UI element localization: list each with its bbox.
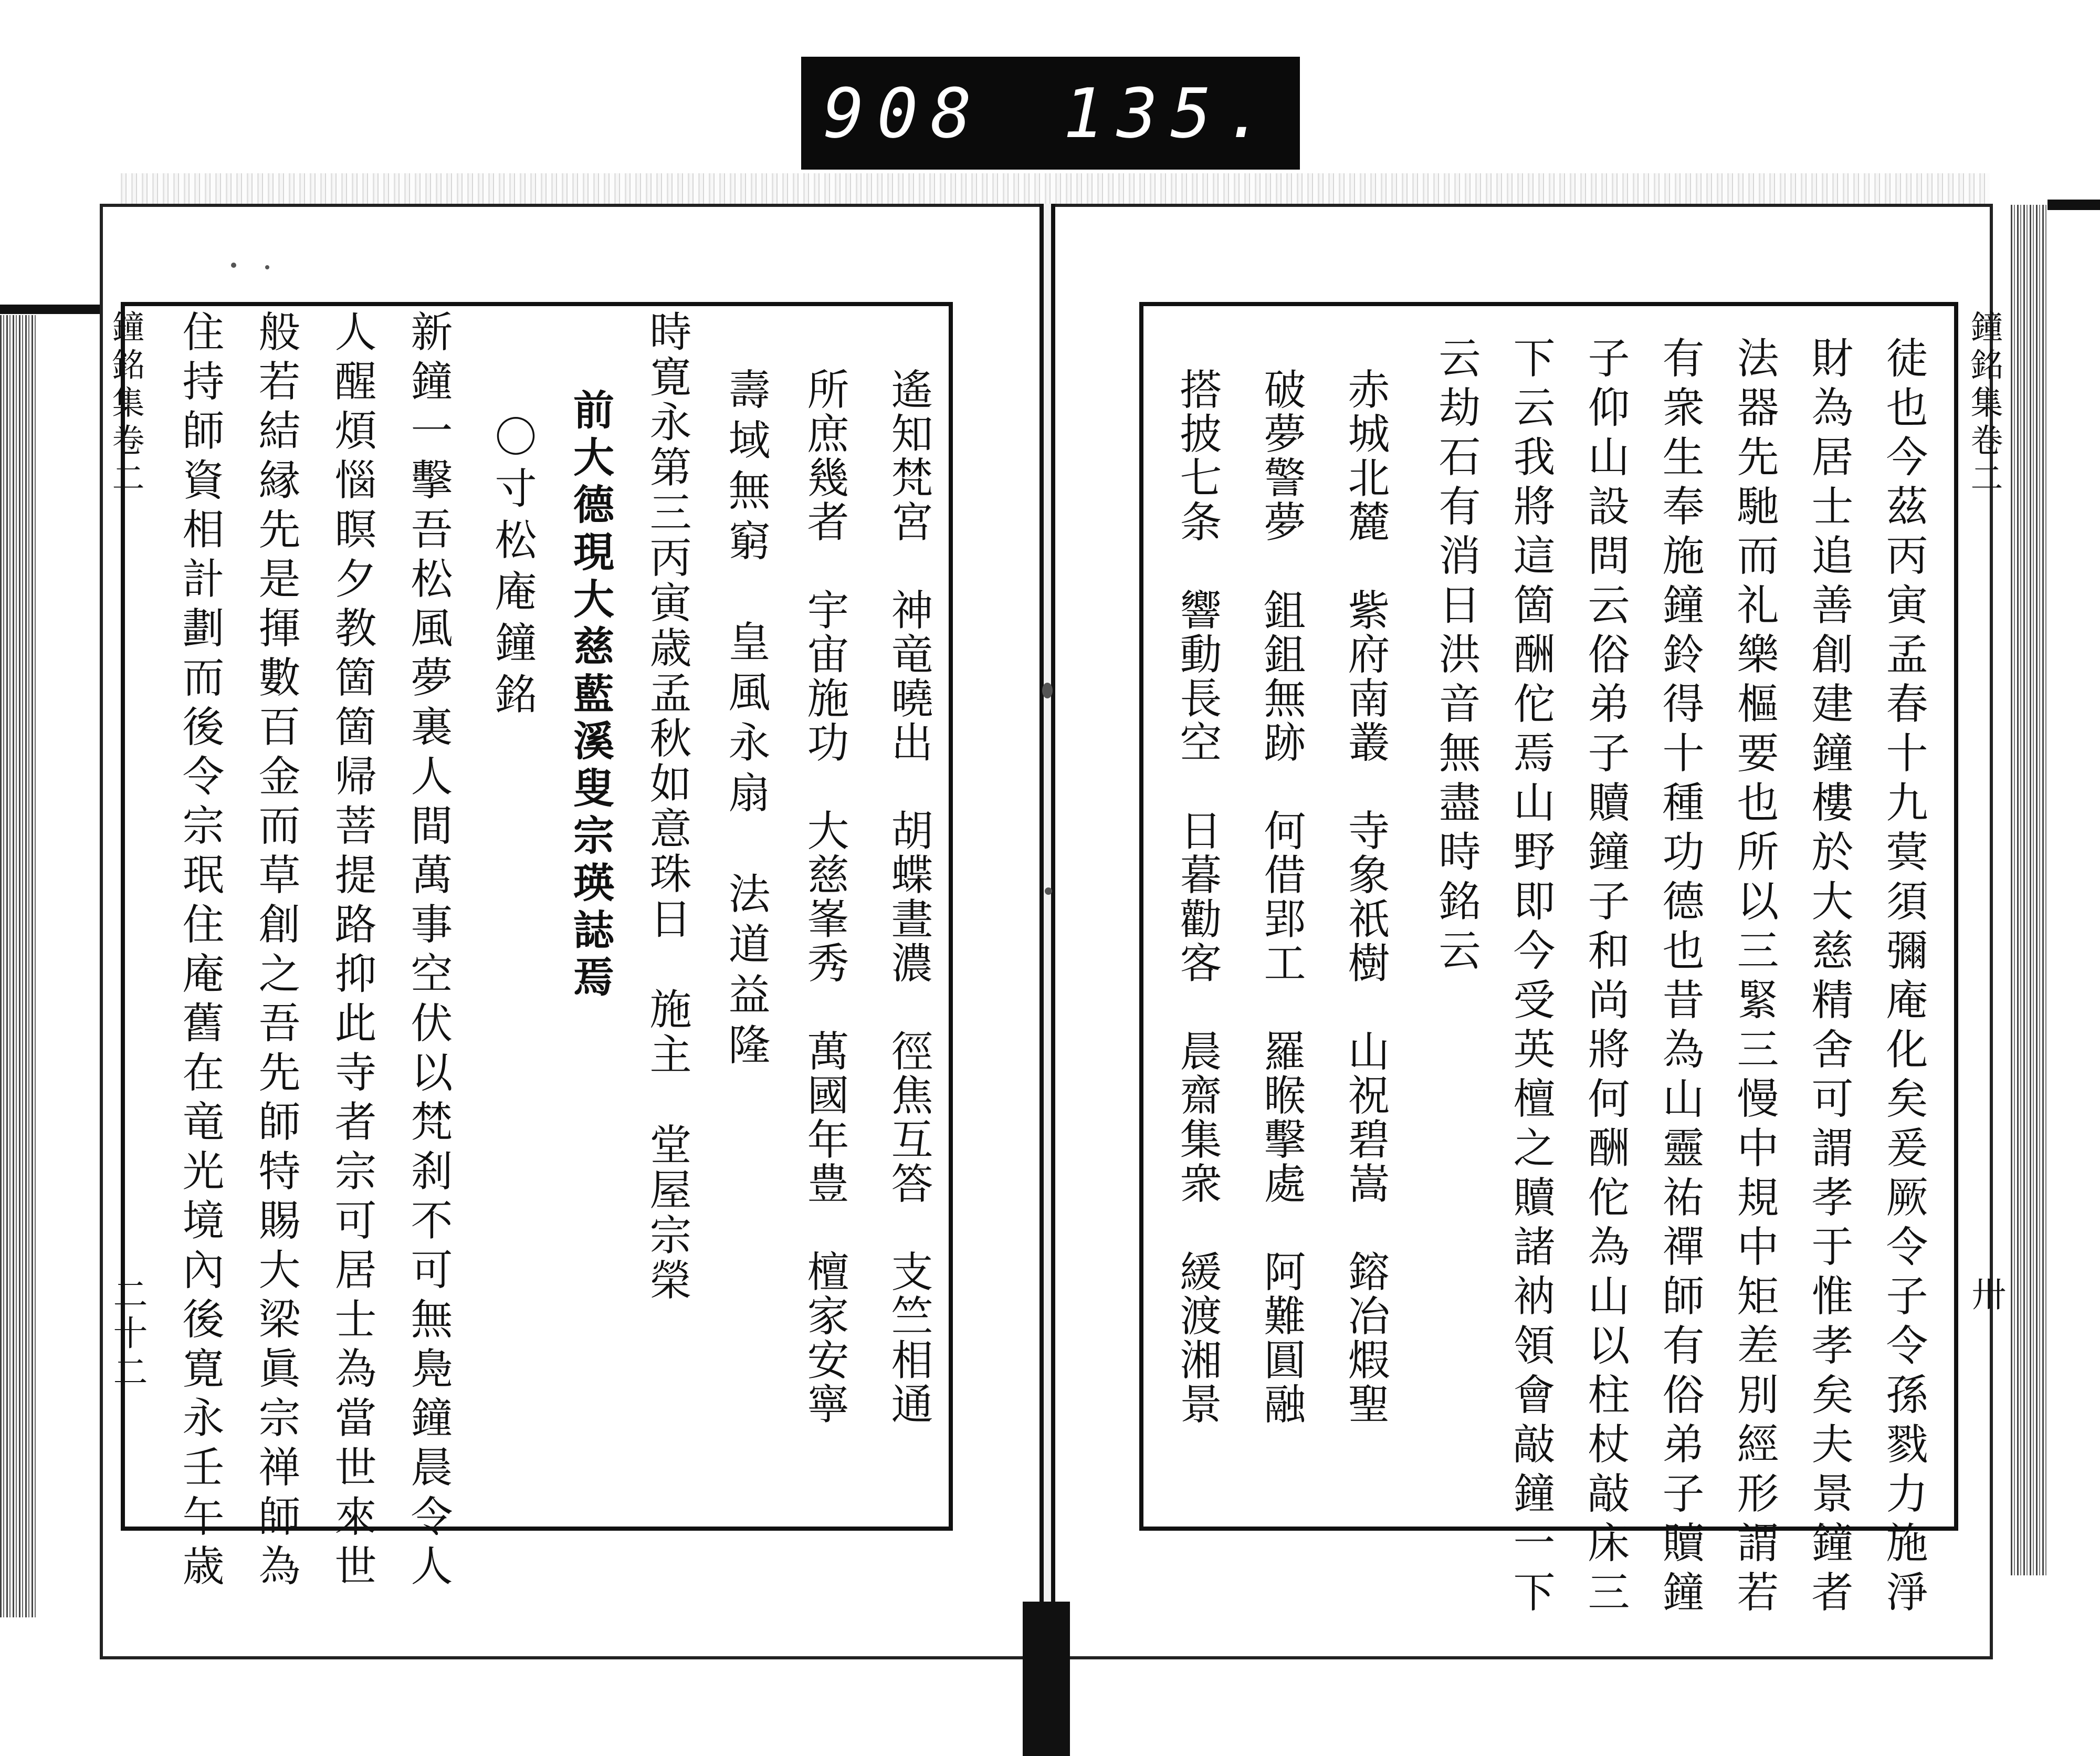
scan-speck	[1042, 683, 1053, 698]
right-text-column-7: 云劫石有消日洪音無盡時銘云	[1432, 336, 1480, 978]
left-text-column-2: 人醒煩惱瞑夕教箇箇帰菩提路抑此寺者宗可居士為當世來世	[328, 310, 376, 1593]
catalog-stamp	[801, 57, 1300, 170]
scan-speck	[265, 265, 269, 269]
left-date-column: 時寛永第三丙寅歳孟秋如意珠日 施主 堂屋宗榮	[643, 310, 691, 1303]
right-text-column-4: 有衆生奉施鐘鈴得十種功德也昔為山靈祐禪師有俗弟子贖鐘	[1655, 336, 1704, 1619]
left-section-title: 〇寸松庵鐘銘	[488, 415, 537, 724]
left-verse-column-2: 所庶幾者 宇宙施功 大慈峯秀 萬國年豊 檀家安寧	[800, 368, 849, 1426]
right-text-column-5: 子仰山設問云俗弟子贖鐘子和尚將何酬佗為山以柱杖敲床三	[1581, 336, 1630, 1619]
right-verse-column-1: 赤城北麓 紫府南叢 寺象祇樹 山祝碧嵩 鎔冶煆聖	[1341, 368, 1390, 1426]
scanner-shadow-strip	[121, 173, 1990, 205]
spine-binding	[1023, 1602, 1070, 1756]
right-text-column-2: 財為居士追善創建鐘樓於大慈精舍可謂孝于惟孝矣夫景鐘者	[1804, 336, 1853, 1619]
left-page-folio: 二十二	[107, 1276, 148, 1393]
right-text-column-3: 法器先馳而礼樂樞要也所以三緊三慢中規中矩差別經形謂若	[1730, 336, 1779, 1619]
left-page-header: 鐘銘集卷二	[107, 310, 145, 499]
book-spine	[1040, 204, 1055, 1748]
scan-speck	[1045, 887, 1052, 895]
right-page-header: 鐘銘集卷二	[1965, 310, 2003, 499]
right-verse-column-2: 破夢警夢 鉏鉏無跡 何借郢工 羅睺擊處 阿難圓融	[1257, 368, 1306, 1426]
right-text-column-1: 徒也今茲丙寅孟春十九蓂須彌庵化矣爰厥令子令孫戮力施淨	[1879, 336, 1928, 1619]
left-verse-column-1: 遙知梵宮 神竜曉出 胡蝶晝濃 徑焦互答 支竺相通	[884, 368, 933, 1426]
left-text-column-1: 新鐘一擊吾松風夢裏人間萬事空伏以梵刹不可無鳧鐘晨令人	[404, 310, 453, 1593]
right-edge-rule	[2048, 200, 2100, 210]
stamp-right-number: 135.	[1063, 73, 1278, 153]
stamp-left-number: 908	[823, 73, 984, 153]
left-verse-column-3: 壽域無窮 皇風永扇 法道益隆	[721, 368, 770, 1073]
right-text-column-6: 下云我將這箇酬佗焉山野即今受英檀之贖諸衲領會敲鐘一下	[1506, 336, 1555, 1619]
right-page-folio: 卅	[1966, 1276, 2006, 1315]
scan-speck	[231, 263, 236, 268]
right-verse-column-3: 搭披七条 響動長空 日暮勸客 晨齋集衆 緩渡湘景	[1173, 368, 1222, 1426]
left-text-column-3: 般若結縁先是揮數百金而草創之吾先師特賜大梁眞宗禅師為	[251, 310, 300, 1593]
left-author-column: 前大德現大慈藍溪叟宗瑛誌焉	[566, 389, 614, 1003]
left-edge-rule	[0, 305, 105, 314]
left-page-edge	[0, 315, 37, 1617]
left-text-column-4: 住持師資相計劃而後令宗珉住庵舊在竜光境內後寛永壬午歳	[175, 310, 224, 1593]
right-page-edge	[2011, 205, 2048, 1575]
